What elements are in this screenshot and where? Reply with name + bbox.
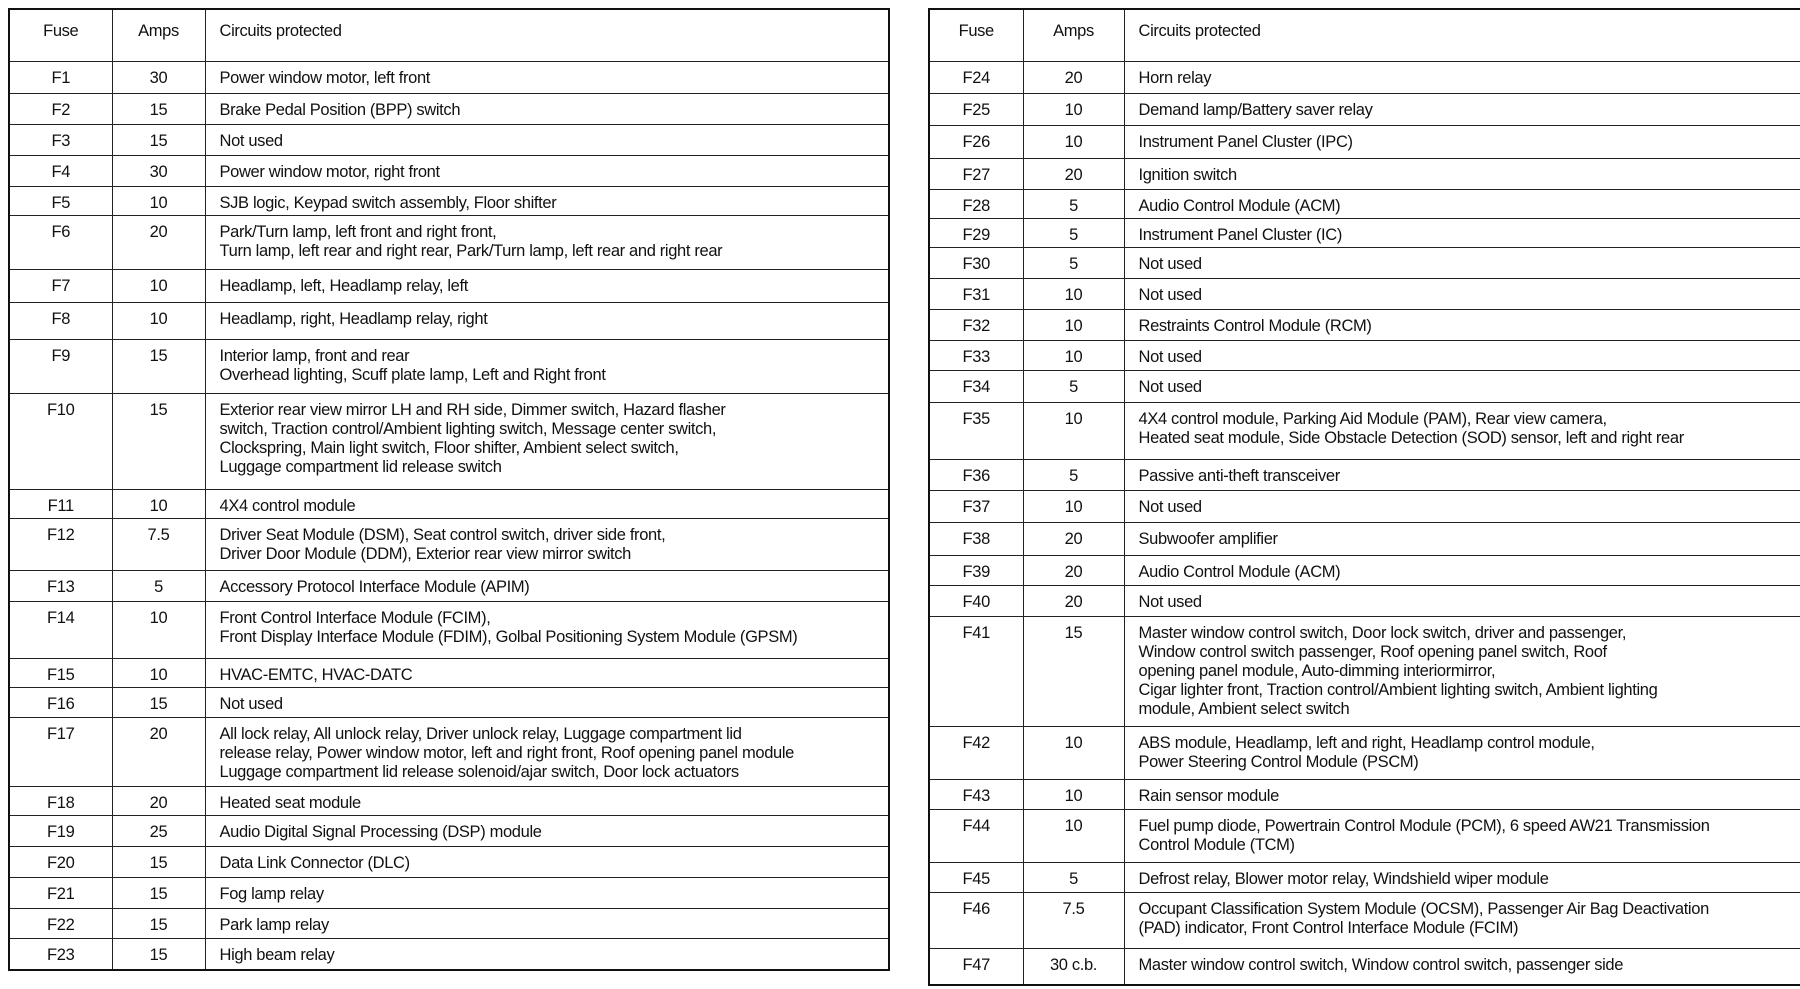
fuse-amps: 15 (112, 339, 205, 393)
fuse-number: F27 (929, 158, 1023, 189)
fuse-circuits: Audio Control Module (ACM) (1124, 555, 1800, 585)
fuse-circuits: Defrost relay, Blower motor relay, Windshield wiper module (1124, 862, 1800, 892)
fuse-amps: 30 (112, 61, 205, 93)
fuse-circuits: Interior lamp, front and rear Overhead lighting, Scuff plate lamp, Left and Right front (205, 339, 889, 393)
fuse-circuits: Exterior rear view mirror LH and RH side, Dimmer switch, Hazard flasher switch, Traction control/Ambient lighting switch, Message center switch, Clockspring, Main light switch, Floor shifter, Ambient select switch, Luggage compartment lid release switch (205, 393, 889, 489)
fuse-amps: 15 (112, 124, 205, 155)
fuse-number: F41 (929, 616, 1023, 726)
fuse-number: F36 (929, 459, 1023, 490)
fuse-amps: 20 (112, 717, 205, 786)
fuse-circuits: High beam relay (205, 938, 889, 970)
header-amps: Amps (1023, 9, 1124, 61)
fuse-number: F15 (9, 658, 112, 687)
fuse-circuits: Instrument Panel Cluster (IPC) (1124, 125, 1800, 158)
fuse-number: F47 (929, 948, 1023, 985)
fuse-number: F39 (929, 555, 1023, 585)
fuse-amps: 5 (1023, 218, 1124, 247)
fuse-amps: 15 (112, 877, 205, 908)
fuse-circuits: Audio Control Module (ACM) (1124, 189, 1800, 218)
fuse-circuits: SJB logic, Keypad switch assembly, Floor shifter (205, 186, 889, 215)
fuse-number: F2 (9, 93, 112, 124)
header-fuse: Fuse (929, 9, 1023, 61)
fuse-number: F5 (9, 186, 112, 215)
fuse-circuits: Fuel pump diode, Powertrain Control Module (PCM), 6 speed AW21 Transmission Control Module (TCM) (1124, 809, 1800, 862)
header-circuits: Circuits protected (1124, 9, 1800, 61)
header-amps: Amps (112, 9, 205, 61)
fuse-amps: 10 (112, 601, 205, 658)
fuse-amps: 15 (112, 93, 205, 124)
fuse-amps: 10 (1023, 340, 1124, 370)
fuse-amps: 30 c.b. (1023, 948, 1124, 985)
fuse-circuits: Demand lamp/Battery saver relay (1124, 93, 1800, 125)
table-header-row (929, 9, 1800, 61)
table-row (9, 186, 889, 215)
fuse-number: F45 (929, 862, 1023, 892)
table-row (9, 339, 889, 393)
fuse-number: F13 (9, 570, 112, 601)
fuse-circuits: Not used (1124, 490, 1800, 522)
table-row (9, 489, 889, 518)
fuse-circuits: Headlamp, left, Headlamp relay, left (205, 269, 889, 302)
fuse-table-right (928, 8, 1800, 986)
fuse-amps: 5 (1023, 370, 1124, 402)
table-row (9, 601, 889, 658)
fuse-amps: 30 (112, 155, 205, 186)
fuse-number: F40 (929, 585, 1023, 616)
fuse-circuits: Master window control switch, Door lock switch, driver and passenger, Window control switch passenger, Roof opening panel switch, Roof opening panel module, Auto-dimming interiormirror, Cigar lighter front, Traction control/Ambient lighting switch, Ambient lighting module, Ambient select switch (1124, 616, 1800, 726)
fuse-number: F20 (9, 846, 112, 877)
fuse-amps: 10 (1023, 779, 1124, 809)
fuse-amps: 10 (1023, 309, 1124, 340)
fuse-number: F10 (9, 393, 112, 489)
fuse-amps: 20 (1023, 522, 1124, 555)
fuse-number: F35 (929, 402, 1023, 459)
table-row (929, 158, 1800, 189)
fuse-number: F24 (929, 61, 1023, 93)
table-row (929, 726, 1800, 779)
table-row (9, 717, 889, 786)
table-row (9, 124, 889, 155)
fuse-amps: 10 (112, 186, 205, 215)
fuse-circuits: Not used (205, 124, 889, 155)
table-row (9, 815, 889, 846)
fuse-amps: 7.5 (112, 518, 205, 570)
fuse-circuits: Subwoofer amplifier (1124, 522, 1800, 555)
fuse-amps: 15 (112, 687, 205, 717)
header-circuits: Circuits protected (205, 9, 889, 61)
fuse-number: F12 (9, 518, 112, 570)
fuse-number: F23 (9, 938, 112, 970)
table-row (929, 459, 1800, 490)
fuse-number: F6 (9, 215, 112, 269)
table-row (929, 522, 1800, 555)
table-row (929, 862, 1800, 892)
fuse-number: F37 (929, 490, 1023, 522)
fuse-number: F18 (9, 786, 112, 815)
fuse-number: F31 (929, 278, 1023, 309)
fuse-number: F46 (929, 892, 1023, 948)
fuse-circuits: All lock relay, All unlock relay, Driver unlock relay, Luggage compartment lid release relay, Power window motor, left and right front, Roof opening panel module Luggage compartment lid release solenoid/ajar switch, Door lock actuators (205, 717, 889, 786)
fuse-amps: 10 (1023, 809, 1124, 862)
table-row (9, 518, 889, 570)
table-row (929, 616, 1800, 726)
fuse-amps: 10 (1023, 125, 1124, 158)
table-row (929, 779, 1800, 809)
table-row (9, 61, 889, 93)
fuse-amps: 15 (112, 938, 205, 970)
table-row (929, 490, 1800, 522)
fuse-amps: 10 (1023, 278, 1124, 309)
fuse-number: F4 (9, 155, 112, 186)
fuse-circuits: Headlamp, right, Headlamp relay, right (205, 302, 889, 339)
fuse-amps: 5 (112, 570, 205, 601)
fuse-circuits: Power window motor, right front (205, 155, 889, 186)
fuse-number: F30 (929, 247, 1023, 278)
fuse-table-left (8, 8, 890, 971)
table-row (9, 938, 889, 970)
fuse-circuits: Driver Seat Module (DSM), Seat control switch, driver side front, Driver Door Module (DDM), Exterior rear view mirror switch (205, 518, 889, 570)
fuse-amps: 5 (1023, 459, 1124, 490)
table-row (9, 846, 889, 877)
fuse-amps: 25 (112, 815, 205, 846)
header-fuse: Fuse (9, 9, 112, 61)
fuse-number: F34 (929, 370, 1023, 402)
fuse-amps: 10 (1023, 402, 1124, 459)
fuse-circuits: Restraints Control Module (RCM) (1124, 309, 1800, 340)
fuse-number: F1 (9, 61, 112, 93)
fuse-circuits: Data Link Connector (DLC) (205, 846, 889, 877)
fuse-circuits: Fog lamp relay (205, 877, 889, 908)
fuse-number: F3 (9, 124, 112, 155)
table-row (9, 908, 889, 938)
table-row (929, 125, 1800, 158)
table-header-row (9, 9, 889, 61)
fuse-circuits: Not used (1124, 340, 1800, 370)
fuse-amps: 10 (1023, 93, 1124, 125)
fuse-number: F8 (9, 302, 112, 339)
fuse-number: F26 (929, 125, 1023, 158)
table-row (929, 340, 1800, 370)
table-row (9, 877, 889, 908)
table-row (929, 218, 1800, 247)
table-row (929, 61, 1800, 93)
fuse-circuits: Brake Pedal Position (BPP) switch (205, 93, 889, 124)
table-row (929, 585, 1800, 616)
table-row (929, 309, 1800, 340)
fuse-circuits: Not used (1124, 370, 1800, 402)
fuse-number: F11 (9, 489, 112, 518)
fuse-amps: 10 (112, 658, 205, 687)
fuse-circuits: Horn relay (1124, 61, 1800, 93)
fuse-circuits: Occupant Classification System Module (OCSM), Passenger Air Bag Deactivation (PAD) indicator, Front Control Interface Module (FCIM) (1124, 892, 1800, 948)
table-row (9, 687, 889, 717)
fuse-circuits: Passive anti-theft transceiver (1124, 459, 1800, 490)
fuse-number: F43 (929, 779, 1023, 809)
fuse-circuits: Not used (1124, 278, 1800, 309)
fuse-amps: 10 (112, 269, 205, 302)
table-row (9, 786, 889, 815)
fuse-amps: 10 (1023, 726, 1124, 779)
table-row (9, 393, 889, 489)
fuse-circuits: HVAC-EMTC, HVAC-DATC (205, 658, 889, 687)
fuse-number: F32 (929, 309, 1023, 340)
table-row (929, 93, 1800, 125)
table-row (929, 402, 1800, 459)
fuse-number: F22 (9, 908, 112, 938)
table-row (929, 892, 1800, 948)
table-row (929, 370, 1800, 402)
fuse-number: F17 (9, 717, 112, 786)
fuse-number: F42 (929, 726, 1023, 779)
fuse-circuits: Power window motor, left front (205, 61, 889, 93)
fuse-number: F29 (929, 218, 1023, 247)
table-row (929, 948, 1800, 985)
table-row (9, 302, 889, 339)
fuse-number: F7 (9, 269, 112, 302)
fuse-circuits: Accessory Protocol Interface Module (APIM) (205, 570, 889, 601)
fuse-amps: 20 (1023, 158, 1124, 189)
table-row (929, 278, 1800, 309)
table-row (9, 658, 889, 687)
table-row (929, 247, 1800, 278)
fuse-circuits: Audio Digital Signal Processing (DSP) module (205, 815, 889, 846)
fuse-circuits: Not used (205, 687, 889, 717)
fuse-amps: 15 (1023, 616, 1124, 726)
fuse-circuits: Not used (1124, 585, 1800, 616)
fuse-circuits: Instrument Panel Cluster (IC) (1124, 218, 1800, 247)
table-row (9, 155, 889, 186)
fuse-number: F14 (9, 601, 112, 658)
fuse-number: F21 (9, 877, 112, 908)
fuse-amps: 10 (112, 302, 205, 339)
fuse-number: F25 (929, 93, 1023, 125)
fuse-circuits: 4X4 control module, Parking Aid Module (PAM), Rear view camera, Heated seat module, Side Obstacle Detection (SOD) sensor, left and right rear (1124, 402, 1800, 459)
fuse-circuits: Not used (1124, 247, 1800, 278)
fuse-number: F19 (9, 815, 112, 846)
table-row (929, 555, 1800, 585)
fuse-circuits: 4X4 control module (205, 489, 889, 518)
table-row (9, 570, 889, 601)
fuse-circuits: Park lamp relay (205, 908, 889, 938)
fuse-amps: 20 (1023, 585, 1124, 616)
fuse-amps: 5 (1023, 189, 1124, 218)
fuse-circuits: ABS module, Headlamp, left and right, Headlamp control module, Power Steering Control Module (PSCM) (1124, 726, 1800, 779)
table-row (929, 189, 1800, 218)
fuse-circuits: Master window control switch, Window control switch, passenger side (1124, 948, 1800, 985)
fuse-number: F38 (929, 522, 1023, 555)
fuse-circuits: Ignition switch (1124, 158, 1800, 189)
fuse-amps: 5 (1023, 862, 1124, 892)
fuse-amps: 15 (112, 846, 205, 877)
fuse-amps: 10 (1023, 490, 1124, 522)
fuse-number: F28 (929, 189, 1023, 218)
fuse-number: F16 (9, 687, 112, 717)
table-row (9, 93, 889, 124)
fuse-circuits: Heated seat module (205, 786, 889, 815)
fuse-number: F9 (9, 339, 112, 393)
fuse-amps: 20 (112, 786, 205, 815)
fuse-amps: 5 (1023, 247, 1124, 278)
fuse-amps: 20 (112, 215, 205, 269)
fuse-number: F44 (929, 809, 1023, 862)
fuse-amps: 10 (112, 489, 205, 518)
fuse-amps: 15 (112, 908, 205, 938)
fuse-circuits: Rain sensor module (1124, 779, 1800, 809)
fuse-amps: 20 (1023, 61, 1124, 93)
table-row (929, 809, 1800, 862)
fuse-circuits: Front Control Interface Module (FCIM), Front Display Interface Module (FDIM), Golbal Positioning System Module (GPSM) (205, 601, 889, 658)
table-row (9, 215, 889, 269)
fuse-amps: 20 (1023, 555, 1124, 585)
fuse-amps: 7.5 (1023, 892, 1124, 948)
fuse-circuits: Park/Turn lamp, left front and right front, Turn lamp, left rear and right rear, Park/Turn lamp, left rear and right rear (205, 215, 889, 269)
table-row (9, 269, 889, 302)
fuse-amps: 15 (112, 393, 205, 489)
fuse-number: F33 (929, 340, 1023, 370)
